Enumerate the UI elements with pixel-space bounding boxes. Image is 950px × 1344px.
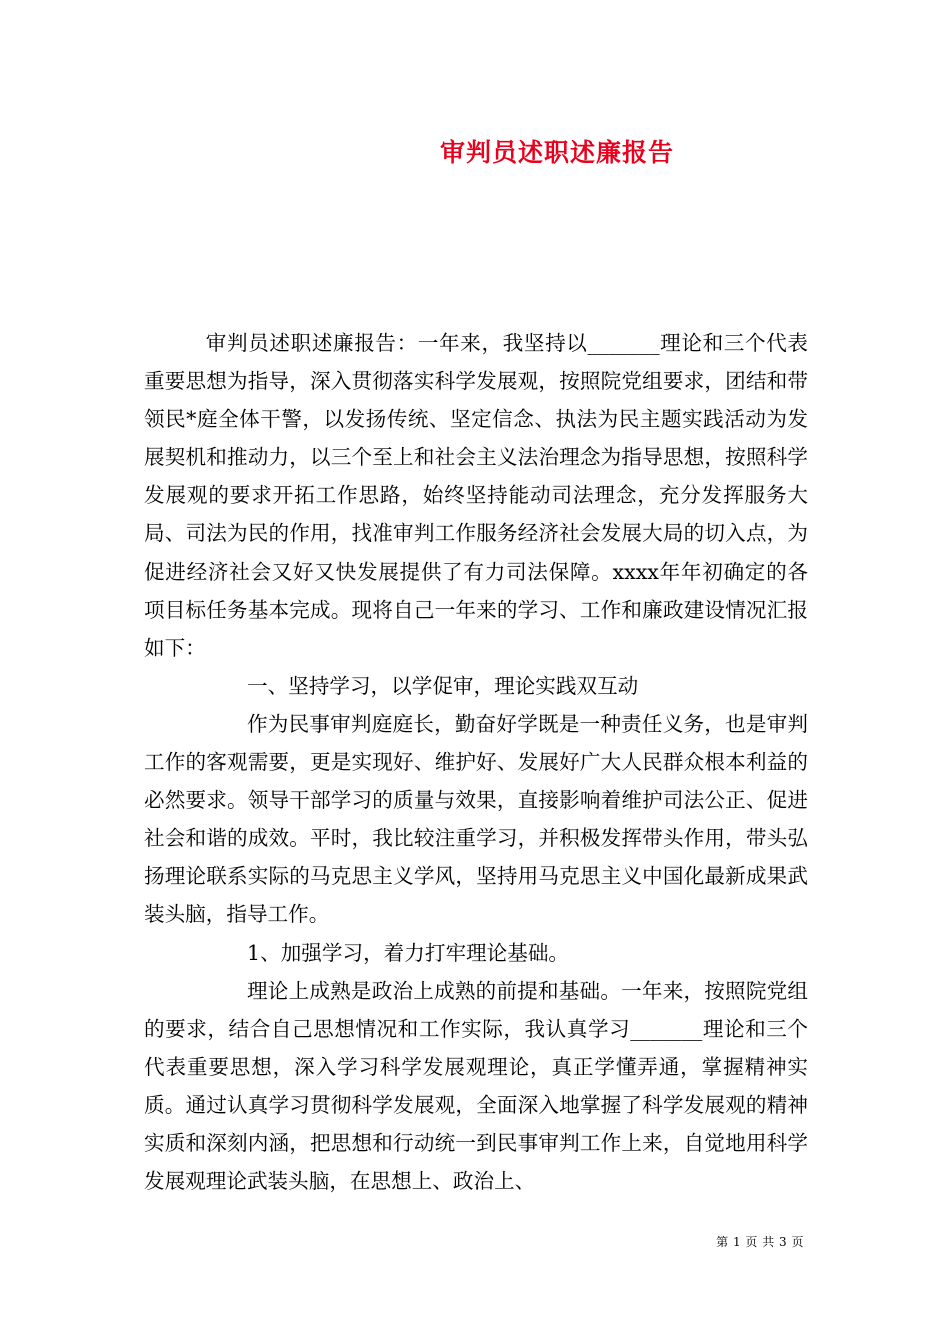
document-body (144, 324, 808, 1200)
paragraph-subsection-1: 理论上成熟是政治上成熟的前提和基础。一年来，按照院党组的要求，结合自己思想情况和工作实际，我认真学习_______理论和三个代表重要思想，深入学习科学发展观理论，真正学懂弄通，掌握精神实质。通过认真学习贯彻科学发展观，全面深入地掌握了科学发展观的精神实质和深刻内涵，把思想和行动统一到民事审判工作上来，自觉地用科学发展观理论武装头脑，在思想上、政治上、 (144, 978, 808, 1194)
document-title-text: 审判员述职述廉报告 (439, 138, 674, 167)
paragraph-intro: 审判员述职述廉报告：一年来，我坚持以_______理论和三个代表重要思想为指导，深入贯彻落实科学发展观，按照院党组要求，团结和带领民*庭全体干警，以发扬传统、坚定信念、执法为民主题实践活动为发展契机和推动力，以三个至上和社会主义法治理念为指导思想，按照科学发展观的要求开拓工作思路，始终坚持能动司法理念，充分发挥服务大局、司法为民的作用，找准审判工作服务经济社会发展大局的切入点，为促进经济社会又好又快发展提供了有力司法保障。xxxx年年初确定的各项目标任务基本完成。现将自己一年来的学习、工作和廉政建设情况汇报如下： (144, 331, 808, 660)
document-title (0, 133, 950, 169)
subsection-heading-1: 1、加强学习，着力打牢理论基础。 (247, 940, 570, 965)
section-heading-1: 一、坚持学习，以学促审，理论实践双互动 (247, 673, 639, 698)
paragraph-section-1: 作为民事审判庭庭长，勤奋好学既是一种责任义务，也是审判工作的客观需要，更是实现好、维护好、发展好广大人民群众根本利益的必然要求。领导干部学习的质量与效果，直接影响着维护司法公正、促进社会和谐的成效。平时，我比较注重学习，并积极发挥带头作用，带头弘扬理论联系实际的马克思主义学风，坚持用马克思主义中国化最新成果武装头脑，指导工作。 (144, 711, 808, 927)
page-number-footer: 第 1 页 共 3 页 (716, 1235, 804, 1249)
